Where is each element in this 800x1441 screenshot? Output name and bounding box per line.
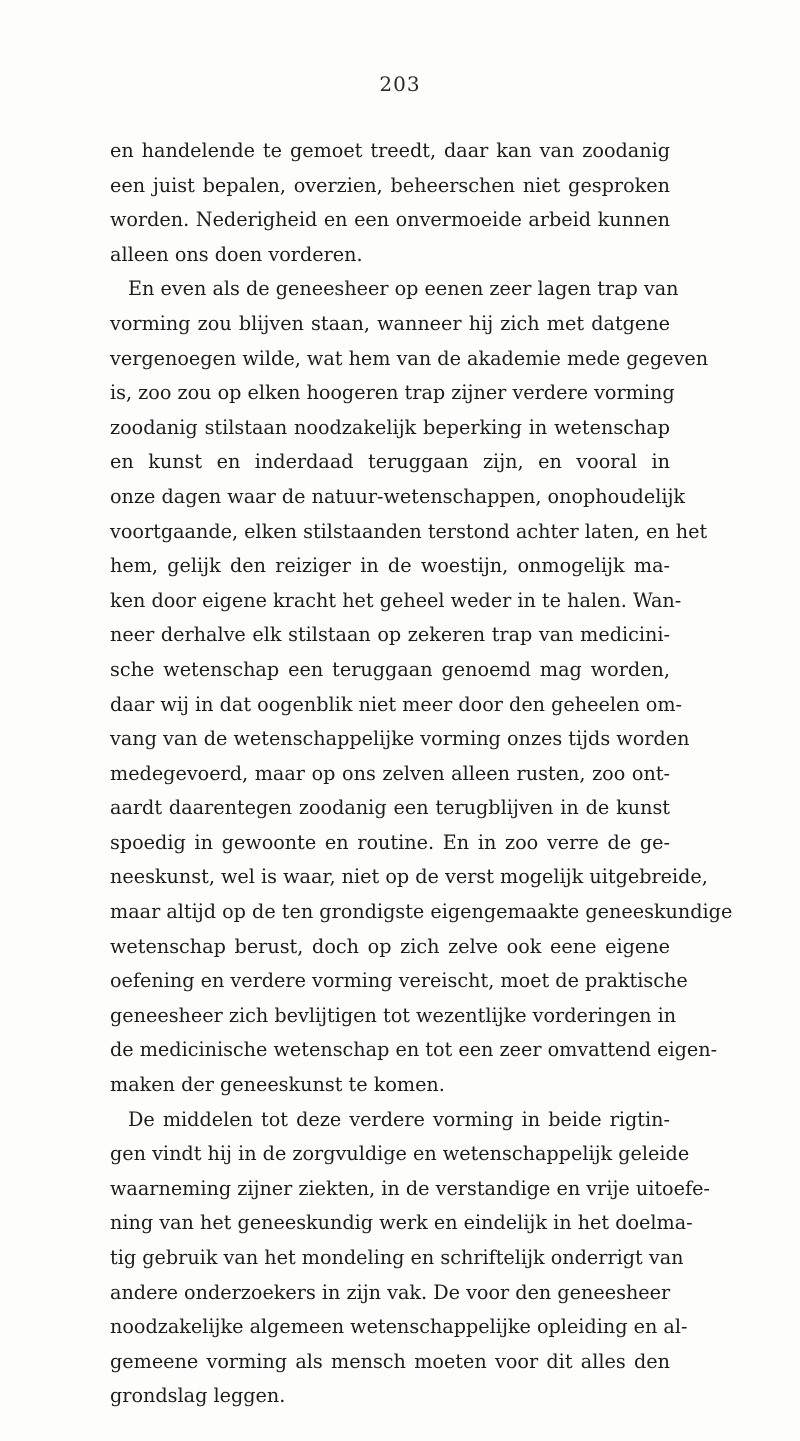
text-line: en kunst en inderdaad teruggaan zijn, en vooral in (110, 450, 670, 474)
text-line: alleen ons doen vorderen. (110, 242, 363, 266)
text-line: vang van de wetenschappelijke vorming onzes tijds worden (110, 727, 690, 751)
body-text (110, 134, 733, 1414)
text-line: vorming zou blijven staan, wanneer hij zich met datgene (110, 311, 670, 335)
text-line: voortgaande, elken stilstaanden terstond achter laten, en het (110, 519, 708, 543)
text-line: maar altijd op de ten grondigste eigengemaakte geneeskundige (110, 900, 733, 924)
text-line: sche wetenschap een teruggaan genoemd mag worden, (110, 657, 670, 681)
text-line: en handelende te gemoet treedt, daar kan van zoodanig (110, 139, 670, 162)
text-line: worden. Nederigheid en een onvermoeide arbeid kunnen (110, 208, 670, 232)
text-line: ning van het geneeskundig werk en eindelijk in het doelma- (110, 1211, 693, 1235)
text-line: neeskunst, wel is waar, niet op de verst mogelijk uitgebreide, (110, 865, 708, 889)
text-line: maken der geneeskunst te komen. (110, 1073, 445, 1097)
text-line: geneesheer zich bevlijtigen tot wezentlijke vorderingen in (110, 1003, 677, 1027)
text-line: hem, gelijk den reiziger in de woestijn, onmogelijk ma- (110, 554, 670, 578)
text-line: onze dagen waar de natuur-wetenschappen, onophoudelijk (110, 484, 686, 508)
text-line: noodzakelijke algemeen wetenschappelijke opleiding en al- (110, 1315, 688, 1339)
text-line: tig gebruik van het mondeling en schriftelijk onderrigt van (110, 1246, 684, 1269)
text-line: is, zoo zou op elken hoogeren trap zijner verdere vorming (110, 381, 675, 405)
text-line: wetenschap berust, doch op zich zelve ook eene eigene (110, 934, 670, 958)
text-line: vergenoegen wilde, wat hem van de akademie mede gegeven (110, 346, 709, 370)
text-line: daar wij in dat oogenblik niet meer door den geheelen om- (110, 692, 683, 716)
text-line: spoedig in gewoonte en routine. En in zoo verre de ge- (110, 830, 670, 854)
text-line: grondslag leggen. (110, 1384, 286, 1408)
text-line: ken door eigene kracht het geheel weder in te halen. Wan- (110, 588, 682, 612)
text-line: neer derhalve elk stilstaan op zekeren trap van medicini- (110, 623, 670, 647)
text-line: De middelen tot deze verdere vorming in beide rigtin- (128, 1107, 670, 1131)
text-line: andere onderzoekers in zijn vak. De voor den geneesheer (110, 1280, 671, 1304)
text-line: gen vindt hij in de zorgvuldige en wetenschappelijk geleide (110, 1142, 690, 1166)
text-line: de medicinische wetenschap en tot een zeer omvattend eigen- (110, 1038, 718, 1062)
text-line: oefening en verdere vorming vereischt, moet de praktische (110, 969, 688, 993)
text-line: een juist bepalen, overzien, beheerschen niet gesproken (110, 173, 670, 197)
text-line: En even als de geneesheer op eenen zeer lagen trap van (128, 277, 679, 301)
text-line: gemeene vorming als mensch moeten voor dit alles den (110, 1349, 670, 1373)
text-line: waarneming zijner ziekten, in de verstandige en vrije uitoefe- (110, 1176, 710, 1200)
text-line: aardt daarentegen zoodanig een terugblijven in de kunst (110, 796, 670, 820)
text-line: medegevoerd, maar op ons zelven alleen rusten, zoo ont- (110, 761, 670, 785)
text-line: zoodanig stilstaan noodzakelijk beperking in wetenschap (110, 415, 670, 439)
page-number: 203 (379, 72, 421, 96)
